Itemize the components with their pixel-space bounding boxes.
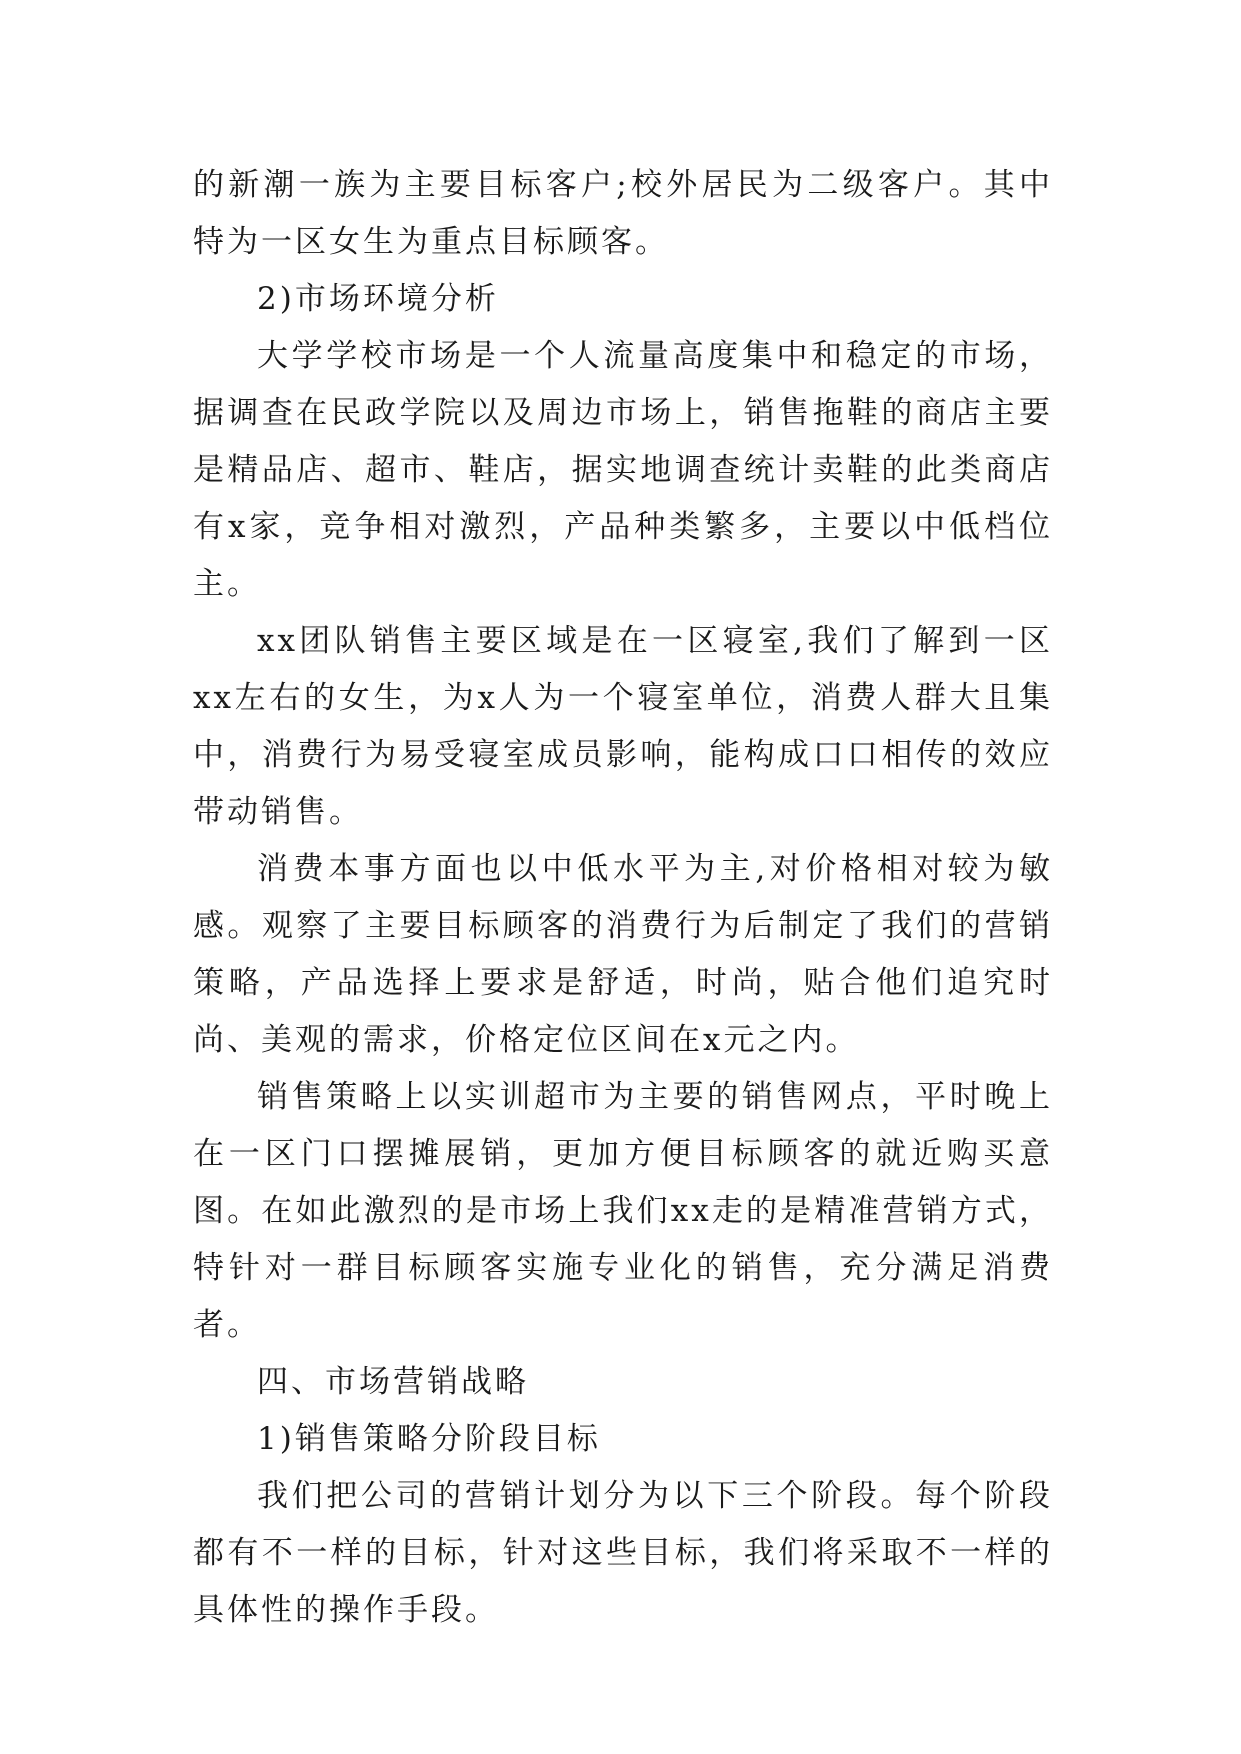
paragraph-marketing-plan: 我们把公司的营销计划分为以下三个阶段。每个阶段都有不一样的目标，针对这些目标，我们将采取不一样的具体性的操作手段。 [193, 1478, 1053, 1628]
paragraph-sales-region: xx团队销售主要区域是在一区寝室,我们了解到一区xx左右的女生，为x人为一个寝室单位，消费人群大且集中，消费行为易受寝室成员影响，能构成口口相传的效应带动销售。 [193, 623, 1053, 830]
heading-stage-goals: 1)销售策略分阶段目标 [257, 1421, 601, 1457]
paragraph-consumption-ability: 消费本事方面也以中低水平为主,对价格相对较为敏感。观察了主要目标顾客的消费行为后制定了我们的营销策略，产品选择上要求是舒适，时尚，贴合他们追究时尚、美观的需求，价格定位区间在x元之内。 [193, 851, 1053, 1058]
paragraph-sales-strategy: 销售策略上以实训超市为主要的销售网点，平时晚上在一区门口摆摊展销，更加方便目标顾客的就近购买意图。在如此激烈的是市场上我们xx走的是精准营销方式，特针对一群目标顾客实施专业化的销售，充分满足消费者。 [193, 1079, 1053, 1343]
heading-marketing-strategy: 四、市场营销战略 [257, 1364, 529, 1400]
paragraph-market-analysis: 大学学校市场是一个人流量高度集中和稳定的市场，据调查在民政学院以及周边市场上，销售拖鞋的商店主要是精品店、超市、鞋店，据实地调查统计卖鞋的此类商店有x家，竞争相对激烈，产品种类繁多，主要以中低档位主。 [193, 338, 1053, 602]
document-body [193, 157, 1053, 1639]
heading-market-environment: 2)市场环境分析 [257, 281, 499, 317]
paragraph-continuation: 的新潮一族为主要目标客户;校外居民为二级客户。其中特为一区女生为重点目标顾客。 [193, 167, 1053, 260]
